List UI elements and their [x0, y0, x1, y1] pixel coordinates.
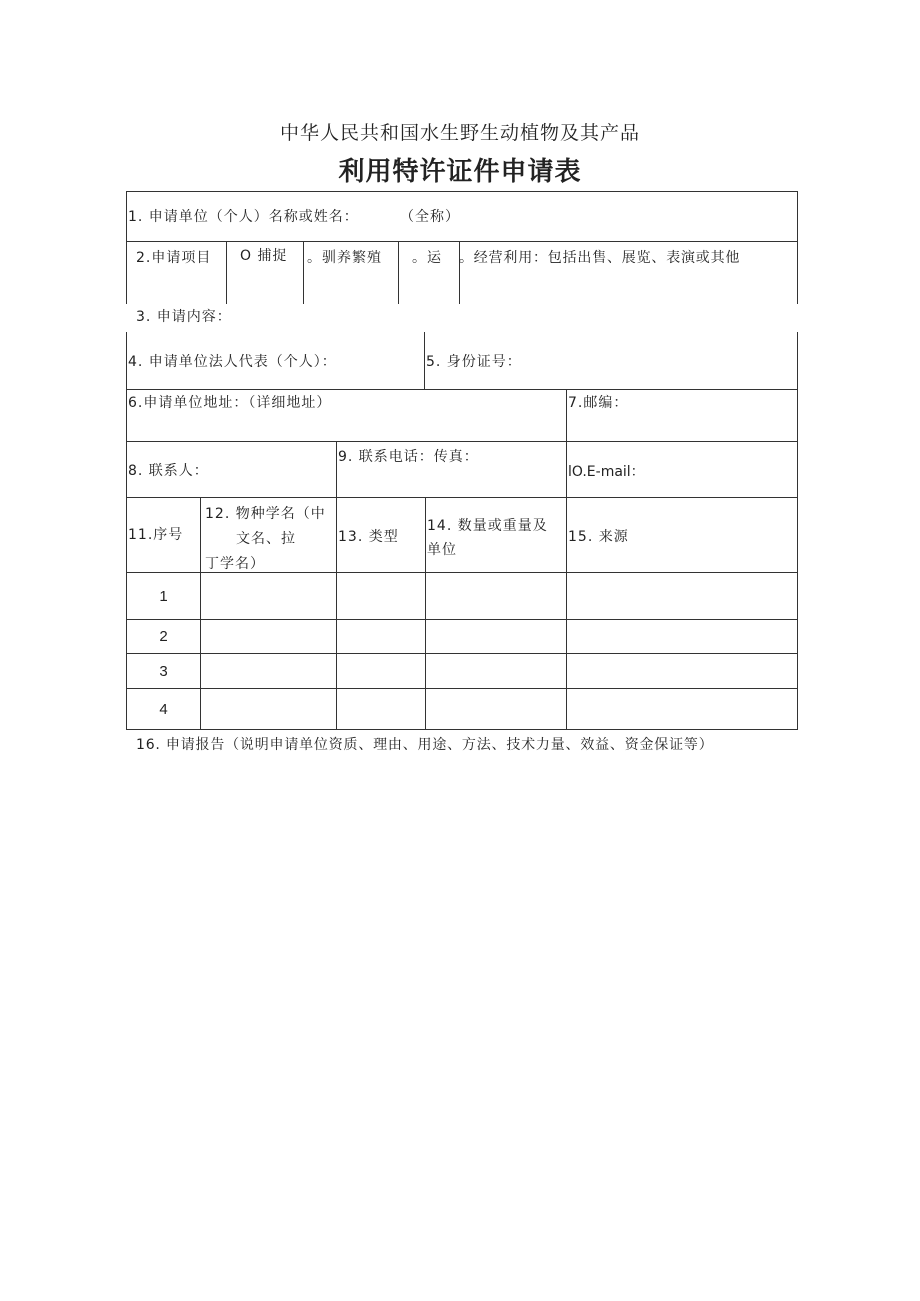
table-line: [126, 729, 798, 730]
field-applicant-name-label: 1. 申请单位（个人）名称或姓名：: [128, 209, 359, 225]
table-row-number: 3: [159, 663, 168, 680]
table-line: [797, 332, 798, 730]
field-content-label: 3. 申请内容：: [136, 309, 232, 325]
field-project-label: 2.申请项目: [136, 250, 212, 266]
table-line: [566, 389, 567, 730]
col-header-serial: 11.序号: [128, 527, 184, 543]
table-line: [797, 191, 798, 304]
col-header-source: 15. 来源: [568, 529, 629, 545]
field-contact-label: 8. 联系人：: [128, 463, 209, 479]
col-header-type: 13. 类型: [338, 529, 399, 545]
table-row-number: 4: [159, 701, 168, 718]
table-line: [336, 497, 337, 730]
col-header-quantity-1: 14. 数量或重量及: [427, 518, 548, 534]
table-line: [425, 497, 426, 730]
form-subtitle: 中华人民共和国水生野生动植物及其产品: [279, 122, 640, 144]
table-row-number: 2: [159, 628, 168, 645]
col-header-species-1: 12. 物种学名（中: [205, 506, 326, 522]
table-line: [424, 332, 425, 390]
field-postcode-label: 7.邮编：: [568, 395, 629, 411]
table-line: [126, 191, 127, 304]
table-row-number: 1: [159, 588, 168, 605]
field-legal-rep-label: 4. 申请单位法人代表（个人）：: [128, 354, 337, 370]
field-applicant-name-hint: （全称）: [400, 209, 460, 225]
table-line: [126, 619, 798, 620]
col-header-species-2: 文名、拉: [236, 531, 296, 547]
field-report-label: 16. 申请报告（说明申请单位资质、理由、用途、方法、技术力量、效益、资金保证等）: [136, 737, 714, 753]
table-line: [398, 241, 399, 304]
field-address-label: 6.申请单位地址：（详细地址）: [128, 395, 332, 411]
col-header-quantity-2: 单位: [427, 542, 457, 558]
table-line: [126, 653, 798, 654]
table-line: [126, 389, 798, 390]
table-line: [126, 497, 798, 498]
table-line: [226, 241, 227, 304]
field-email-label: lO.E-mail：: [568, 464, 645, 480]
table-line: [200, 497, 201, 730]
table-line: [303, 241, 304, 304]
table-line: [336, 441, 337, 498]
form-title: 利用特许证件申请表: [338, 157, 582, 187]
option-business-use[interactable]: 。经营利用：包括出售、展览、表演或其他: [459, 250, 741, 266]
option-breeding[interactable]: 。驯养繁殖: [307, 250, 382, 266]
field-phone-fax-label: 9. 联系电话：传真：: [338, 449, 479, 465]
col-header-species-3: 丁学名）: [205, 556, 265, 572]
option-transport[interactable]: 。运: [412, 250, 442, 266]
table-line: [126, 191, 798, 192]
option-capture[interactable]: O 捕捉: [240, 248, 288, 264]
table-line: [126, 688, 798, 689]
table-line: [126, 441, 798, 442]
field-id-number-label: 5. 身份证号：: [426, 354, 522, 370]
